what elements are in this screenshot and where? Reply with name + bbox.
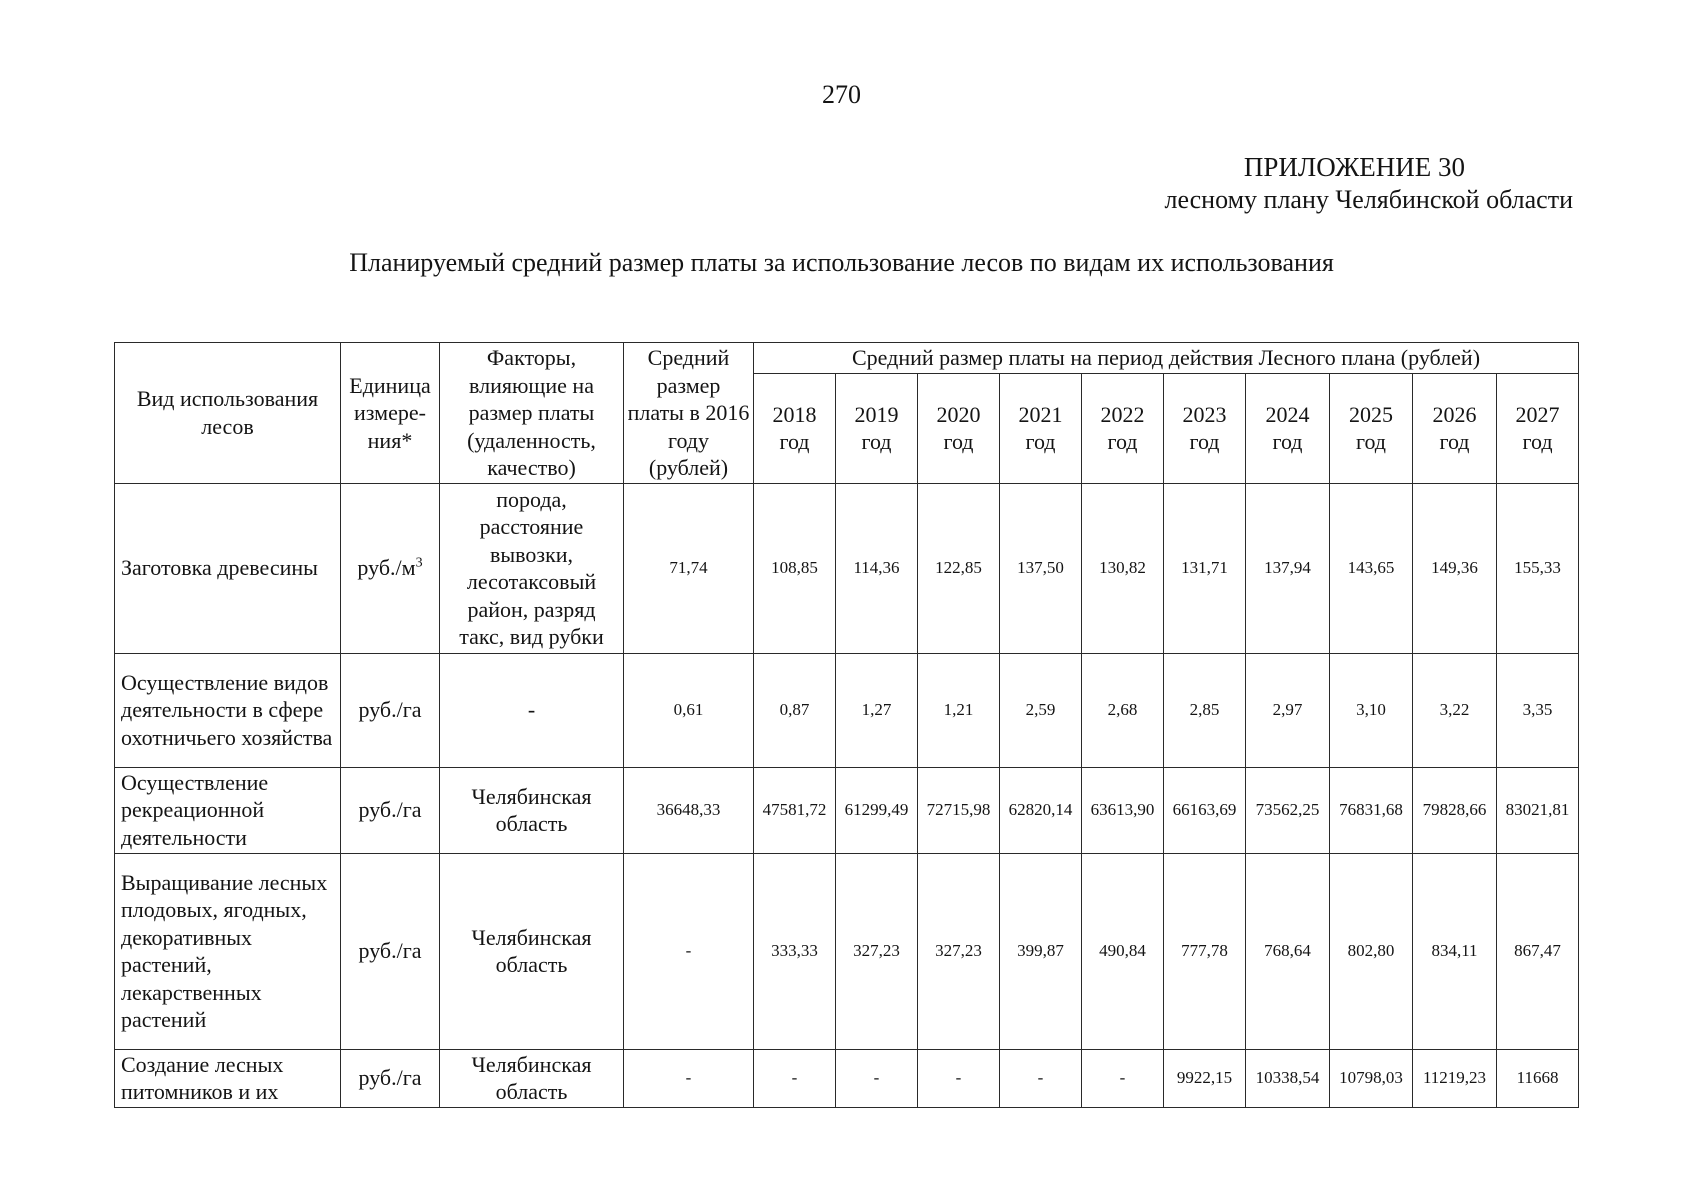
cell-value: 66163,69 (1164, 767, 1246, 853)
cell-value: 11219,23 (1413, 1049, 1497, 1107)
cell-factors: Челябинская область (440, 1049, 624, 1107)
cell-value: - (754, 1049, 836, 1107)
cell-value: 768,64 (1246, 853, 1330, 1049)
cell-kind: Осуществление видов деятельности в сфере охотничьего хозяйства (115, 653, 341, 767)
cell-value: 3,35 (1497, 653, 1579, 767)
cell-value: 9922,15 (1164, 1049, 1246, 1107)
cell-unit (341, 653, 440, 767)
cell-value: 155,33 (1497, 483, 1579, 653)
header-year: 2025 год (1330, 373, 1413, 483)
header-year: 2023 год (1164, 373, 1246, 483)
header-year: 2020 год (918, 373, 1000, 483)
cell-avg-2016: 36648,33 (624, 767, 754, 853)
header-year: 2019 год (836, 373, 918, 483)
cell-kind: Осуществление рекреационной деятельности (115, 767, 341, 853)
cell-value: 10338,54 (1246, 1049, 1330, 1107)
header-year: 2024 год (1246, 373, 1330, 483)
unit-text: руб./га (358, 1065, 422, 1091)
table-row (115, 853, 1579, 1049)
cell-value: 802,80 (1330, 853, 1413, 1049)
header-year: 2018 год (754, 373, 836, 483)
cell-value: 108,85 (754, 483, 836, 653)
cell-value: 490,84 (1082, 853, 1164, 1049)
cell-value: 327,23 (918, 853, 1000, 1049)
cell-unit (341, 483, 440, 653)
cell-value: 114,36 (836, 483, 918, 653)
cell-value: 0,87 (754, 653, 836, 767)
cell-unit (341, 1049, 440, 1107)
cell-value: 834,11 (1413, 853, 1497, 1049)
cell-value: 333,33 (754, 853, 836, 1049)
cell-kind: Создание лесных питомников и их (115, 1049, 341, 1107)
unit-text: руб./га (358, 697, 422, 723)
unit-text: руб./га (358, 797, 422, 823)
cell-value: 137,94 (1246, 483, 1330, 653)
header-year: 2026 год (1413, 373, 1497, 483)
header-year: 2021 год (1000, 373, 1082, 483)
cell-factors: Челябинская область (440, 767, 624, 853)
cell-value: 1,21 (918, 653, 1000, 767)
cell-unit (341, 853, 440, 1049)
table-row (115, 1049, 1579, 1107)
fees-table (114, 342, 1579, 1108)
cell-value: 1,27 (836, 653, 918, 767)
cell-value: 61299,49 (836, 767, 918, 853)
cell-value: 79828,66 (1413, 767, 1497, 853)
header-factors: Факторы, влияющие на размер платы (удаленность, качество) (440, 343, 624, 484)
cell-value: - (918, 1049, 1000, 1107)
cell-avg-2016: - (624, 853, 754, 1049)
header-avg-2016: Средний размер платы в 2016 году (рублей) (624, 343, 754, 484)
cell-value: 399,87 (1000, 853, 1082, 1049)
cell-value: 73562,25 (1246, 767, 1330, 853)
header-year: 2027 год (1497, 373, 1579, 483)
cell-value: 2,68 (1082, 653, 1164, 767)
cell-value: 867,47 (1497, 853, 1579, 1049)
cell-value: - (1082, 1049, 1164, 1107)
cell-value: 3,22 (1413, 653, 1497, 767)
cell-value: 83021,81 (1497, 767, 1579, 853)
cell-value: - (1000, 1049, 1082, 1107)
table-row (115, 653, 1579, 767)
cell-value: 327,23 (836, 853, 918, 1049)
cell-value: 2,97 (1246, 653, 1330, 767)
cell-factors: порода, расстояние вывозки, лесотаксовый район, разряд такс, вид рубки (440, 483, 624, 653)
cell-value: 149,36 (1413, 483, 1497, 653)
cell-kind: Заготовка древесины (115, 483, 341, 653)
cell-value: 3,10 (1330, 653, 1413, 767)
table-row (115, 483, 1579, 653)
document-title: Планируемый средний размер платы за использование лесов по видам их использования (349, 248, 1334, 277)
cell-value: 130,82 (1082, 483, 1164, 653)
cell-avg-2016: 0,61 (624, 653, 754, 767)
cell-value: 143,65 (1330, 483, 1413, 653)
cell-avg-2016: 71,74 (624, 483, 754, 653)
cell-value: 777,78 (1164, 853, 1246, 1049)
unit-text: руб./м (357, 555, 416, 581)
cell-kind: Выращивание лесных плодовых, ягодных, декоративных растений, лекарственных растений (115, 853, 341, 1049)
cell-value: 62820,14 (1000, 767, 1082, 853)
header-kind: Вид использования лесов (115, 343, 341, 484)
cell-unit (341, 767, 440, 853)
cell-value: 2,85 (1164, 653, 1246, 767)
appendix-subtitle: лесному плану Челябинской области (1164, 185, 1573, 214)
cell-value: 76831,68 (1330, 767, 1413, 853)
appendix-title: ПРИЛОЖЕНИЕ 30 (1243, 152, 1465, 182)
cell-value: 63613,90 (1082, 767, 1164, 853)
cell-value: 131,71 (1164, 483, 1246, 653)
cell-value: 2,59 (1000, 653, 1082, 767)
cell-value: - (836, 1049, 918, 1107)
unit-text: руб./га (358, 938, 422, 964)
cell-value: 10798,03 (1330, 1049, 1413, 1107)
cell-factors: - (440, 653, 624, 767)
unit-superscript: 3 (415, 555, 423, 571)
header-period: Средний размер платы на период действия Лесного плана (рублей) (754, 343, 1579, 374)
cell-value: 47581,72 (754, 767, 836, 853)
header-year: 2022 год (1082, 373, 1164, 483)
cell-value: 137,50 (1000, 483, 1082, 653)
cell-factors: Челябинская область (440, 853, 624, 1049)
cell-value: 72715,98 (918, 767, 1000, 853)
table-row (115, 767, 1579, 853)
cell-value: 122,85 (918, 483, 1000, 653)
cell-value: 11668 (1497, 1049, 1579, 1107)
page-number: 270 (822, 80, 861, 109)
cell-avg-2016: - (624, 1049, 754, 1107)
header-unit: Единица измере-ния* (341, 343, 440, 484)
